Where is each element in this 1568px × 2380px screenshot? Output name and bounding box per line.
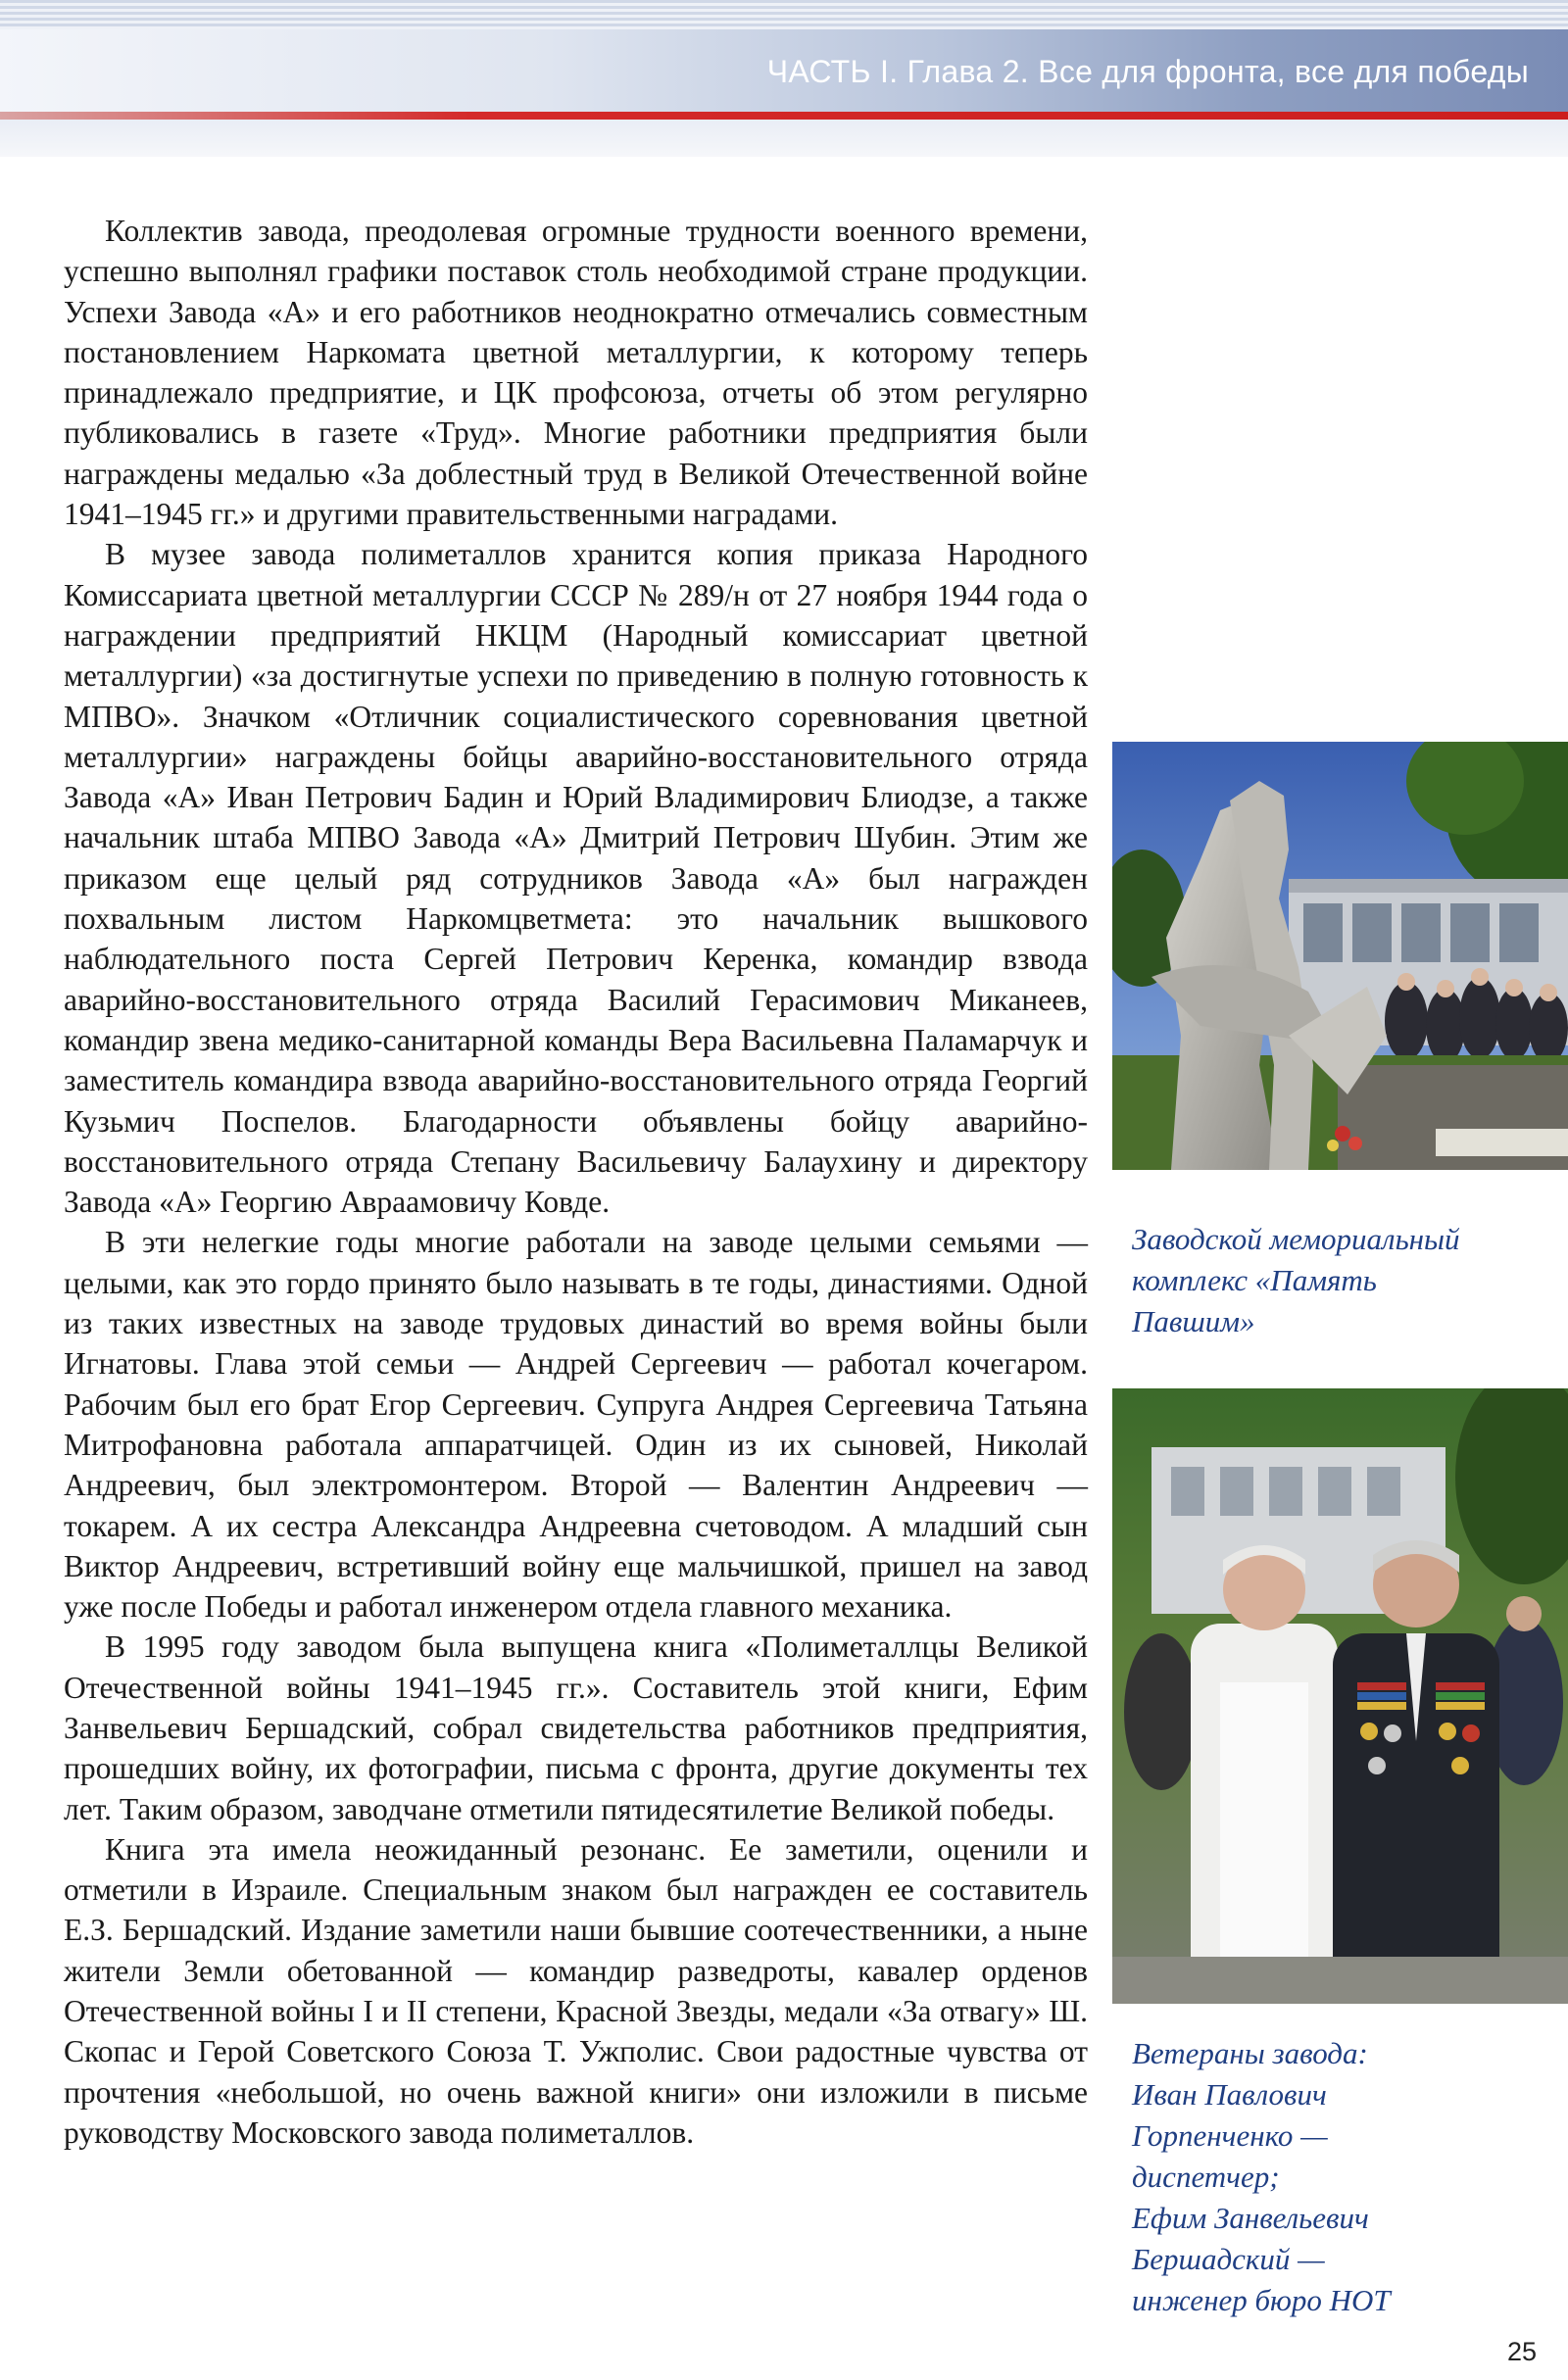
paragraph: В 1995 году заводом была выпущена книга «Полиметаллцы Великой Отечественной войны 1941–1945 гг.». Составитель этой книги, Ефим Занвельевич Бершадский, собрал свидетельства работников предприятия, прошедших войну, их фотографии, письма с фронта, другие документы тех лет. Таким образом, заводчане отметили пятидесятилетие Великой победы. xyxy=(64,1629,1088,1826)
header-red-line xyxy=(0,112,1568,120)
memorial-caption xyxy=(1132,1219,1553,1342)
caption-line: диспетчер; xyxy=(1132,2160,1280,2194)
paragraph: Коллектив завода, преодолевая огромные трудности военного времени, успешно выполнял графики поставок столь необходимой стране продукции. Успехи Завода «А» и его работников неоднократно отмечались совместным постановлением Наркомата цветной металлургии, к которому теперь принадлежало предприятие, и ЦК профсоюза, отчеты об этом регулярно публиковались в газете «Труд». Многие работники предприятия были награждены медалью «За доблестный труд в Великой Отечественной войне 1941–1945 гг.» и другими правительственными наградами. xyxy=(64,214,1088,532)
caption-line: Павшим» xyxy=(1132,1304,1255,1338)
caption-line: Бершадский — xyxy=(1132,2242,1325,2276)
page-number: 25 xyxy=(1506,2337,1537,2366)
caption-line: инженер бюро НОТ xyxy=(1132,2283,1391,2317)
header-bottom-band xyxy=(0,120,1568,157)
paragraph: В эти нелегкие годы многие работали на заводе целыми семьями — целыми, как это гордо принято было называть в те годы, династиями. Одной из таких известных на заводе трудовых династий во время войны были Игнатовы. Глава этой семьи — Андрей Сергеевич — работал кочегаром. Рабочим был его брат Егор Сергеевич. Супруга Андрея Сергеевича Татьяна Митрофановна работала аппаратчицей. Один из их сыновей, Николай Андреевич, был электромонтером. Второй — Валентин Андреевич — токарем. А их сестра Александра Андреевна счетоводом. А младший сын Виктор Андреевич, встретивший войну еще мальчишкой, пришел на завод уже после Победы и работал инженером отдела главного механика. xyxy=(64,1225,1088,1625)
header-stripes xyxy=(0,0,1568,29)
paragraph: Книга эта имела неожиданный резонанс. Ее заметили, оценили и отметили в Израиле. Специальным знаком был награжден ее составитель Е.З. Бершадский. Издание заметили наши бывшие соотечественники, а ныне жители Земли обетованной — командир разведроты, кавалер орденов Отечественной войны I и II степени, Красной Звезды, медали «За отвагу» Ш. Скопас и Герой Советского Союза Т. Ужполис. Свои радостные чувства от прочтения «небольшой, но очень важной книги» они изложили в письме руководству Московского завода полиметаллов. xyxy=(64,1831,1088,2150)
caption-line: Ефим Занвельевич xyxy=(1132,2201,1369,2235)
caption-line: Ветераны завода: xyxy=(1132,2036,1368,2070)
caption-line: Иван Павлович xyxy=(1132,2077,1327,2112)
chapter-title: ЧАСТЬ I. Глава 2. Все для фронта, все для победы xyxy=(766,54,1529,89)
caption-line: комплекс «Память xyxy=(1132,1263,1377,1297)
page-header xyxy=(0,0,1568,157)
caption-line: Горпенченко — xyxy=(1132,2118,1328,2153)
paragraph: В музее завода полиметаллов хранится копия приказа Народного Комиссариата цветной металлургии СССР № 289/н от 27 ноября 1944 года о награждении предприятий НКЦМ (Народный комиссариат цветной металлургии) «за достигнутые успехи по приведению в полную готовность к МПВО». Значком «Отличник социалистического соревнования цветной металлургии» награждены бойцы аварийно-восстановительного отряда Завода «А» Иван Петрович Бадин и Юрий Владимирович Блиодзе, а также начальник штаба МПВО Завода «А» Дмитрий Петрович Шубин. Этим же приказом еще целый ряд сотрудников Завода «А» был награжден похвальным листом Наркомцветмета: это начальник вышкового наблюдательного поста Сергей Петрович Керенка, командир взвода аварийно-восстановительного отряда Василий Герасимович Миканеев, командир звена медико-санитарной команды Вера Васильевна Паламарчук и заместитель командира взвода аварийно-восстановительного отряда Георгий Кузьмич Поспелов. Благодарности объявлены бойцу аварийно-восстановительного отряда Степану Васильевичу Балаухину и директору Завода «А» Георгию Авраамовичу Ковде. xyxy=(64,537,1088,1220)
memorial-photo xyxy=(1112,742,1568,1170)
veterans-photo xyxy=(1112,1388,1568,2004)
main-text xyxy=(64,211,1088,2153)
veterans-caption xyxy=(1132,2033,1553,2321)
caption-line: Заводской мемориальный xyxy=(1132,1222,1460,1256)
